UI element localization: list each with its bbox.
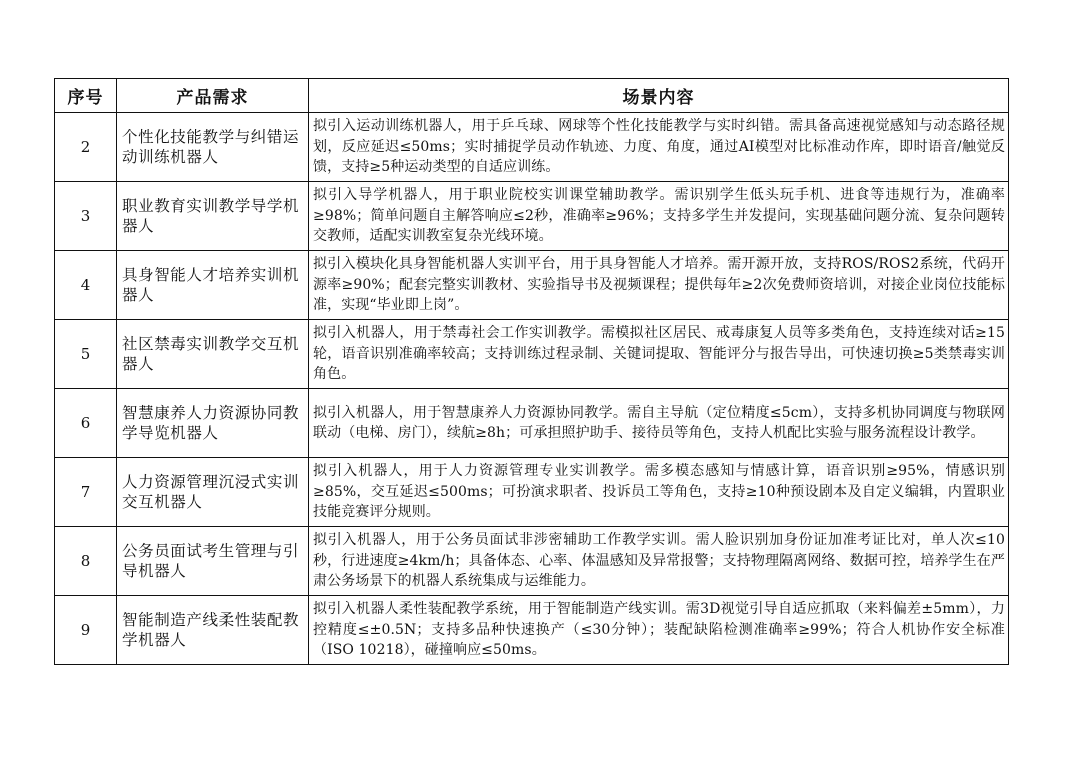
row-product-name: 公务员面试考生管理与引导机器人 [117,527,309,596]
table-row [55,458,1009,527]
row-product-name: 社区禁毒实训教学交互机器人 [117,320,309,389]
row-product-name: 个性化技能教学与纠错运动训练机器人 [117,113,309,182]
row-serial-number: 6 [55,389,117,458]
row-product-name: 职业教育实训教学导学机器人 [117,182,309,251]
row-product-name: 人力资源管理沉浸式实训交互机器人 [117,458,309,527]
row-product-name: 具身智能人才培养实训机器人 [117,251,309,320]
table-row [55,113,1009,182]
row-serial-number: 4 [55,251,117,320]
row-product-name: 智慧康养人力资源协同教学导览机器人 [117,389,309,458]
row-scene-description: 拟引入模块化具身智能机器人实训平台，用于具身智能人才培养。需开源开放，支持ROS/ROS2系统，代码开源率≥90%；配套完整实训教材、实验指导书及视频课程；提供每年≥2次免费师资培训，对接企业岗位技能标准，实现“毕业即上岗”。 [309,251,1009,320]
row-scene-description: 拟引入机器人柔性装配教学系统，用于智能制造产线实训。需3D视觉引导自适应抓取（来料偏差±5mm），力控精度≤±0.5N；支持多品种快速换产（≤30分钟）；装配缺陷检测准确率≥99%；符合人机协作安全标准（ISO 10218），碰撞响应≤50ms。 [309,596,1009,665]
row-scene-description: 拟引入机器人，用于智慧康养人力资源协同教学。需自主导航（定位精度≤5cm），支持多机协同调度与物联网联动（电梯、房门），续航≥8h；可承担照护助手、接待员等角色，支持人机配比实验与服务流程设计教学。 [309,389,1009,458]
row-scene-description: 拟引入运动训练机器人，用于乒乓球、网球等个性化技能教学与实时纠错。需具备高速视觉感知与动态路径规划，反应延迟≤50ms；实时捕捉学员动作轨迹、力度、角度，通过AI模型对比标准动作库，即时语音/触觉反馈，支持≥5种运动类型的自适应训练。 [309,113,1009,182]
table-row [55,596,1009,665]
table-row [55,251,1009,320]
row-serial-number: 3 [55,182,117,251]
header-scene-content: 场景内容 [309,79,1009,113]
row-scene-description: 拟引入机器人，用于人力资源管理专业实训教学。需多模态感知与情感计算，语音识别≥95%，情感识别≥85%，交互延迟≤500ms；可扮演求职者、投诉员工等角色，支持≥10种预设剧本及自定义编辑，内置职业技能竞赛评分规则。 [309,458,1009,527]
row-scene-description: 拟引入机器人，用于公务员面试非涉密辅助工作教学实训。需人脸识别加身份证加准考证比对，单人次≤10秒，行进速度≥4km/h；具备体态、心率、体温感知及异常报警；支持物理隔离网络、数据可控，培养学生在严肃公务场景下的机器人系统集成与运维能力。 [309,527,1009,596]
row-serial-number: 2 [55,113,117,182]
table-row [55,182,1009,251]
row-serial-number: 7 [55,458,117,527]
table-row [55,527,1009,596]
header-serial-number: 序号 [55,79,117,113]
row-scene-description: 拟引入机器人，用于禁毒社会工作实训教学。需模拟社区居民、戒毒康复人员等多类角色，支持连续对话≥15轮，语音识别准确率较高；支持训练过程录制、关键词提取、智能评分与报告导出，可快速切换≥5类禁毒实训角色。 [309,320,1009,389]
row-serial-number: 5 [55,320,117,389]
header-product-requirement: 产品需求 [117,79,309,113]
table-header-row [55,79,1009,113]
row-product-name: 智能制造产线柔性装配教学机器人 [117,596,309,665]
table-row [55,389,1009,458]
table-row [55,320,1009,389]
row-serial-number: 9 [55,596,117,665]
requirements-table [54,78,1009,665]
row-scene-description: 拟引入导学机器人，用于职业院校实训课堂辅助教学。需识别学生低头玩手机、进食等违规行为，准确率≥98%；简单问题自主解答响应≤2秒，准确率≥96%；支持多学生并发提问，实现基础问题分流、复杂问题转交教师，适配实训教室复杂光线环境。 [309,182,1009,251]
row-serial-number: 8 [55,527,117,596]
